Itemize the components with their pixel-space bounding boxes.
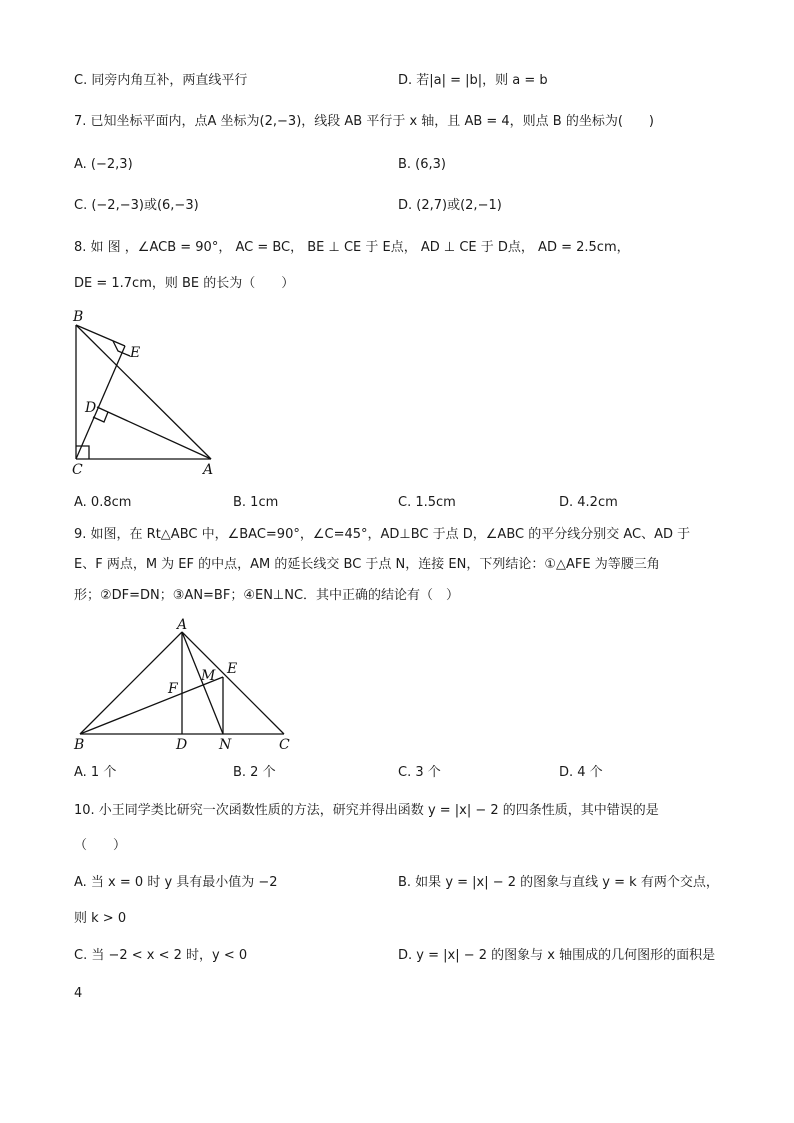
q9-option-d: D. 4 个 [559,765,603,780]
q7-stem: 7. 已知坐标平面内，点A 坐标为(2,−3)，线段 AB 平行于 x 轴，且 AB = 4，则点 B 的坐标为( ) [74,114,655,129]
q8-label-c: C [72,462,83,478]
q9-stem-line1: 9. 如图，在 Rt△ABC 中，∠BAC=90°，∠C=45°，AD⊥BC 于点 D，∠ABC 的平分线分别交 AC、AD 于 [74,527,691,542]
q7-option-b: B. (6,3) [398,157,447,172]
q9-label-n: N [219,737,232,753]
q10-option-d-cont: 4 [74,986,83,1001]
q10-stem-line1: 10. 小王同学类比研究一次函数性质的方法，研究并得出函数 y = |x| − 2 的四条性质，其中错误的是 [74,803,659,818]
q9-seg-ab [80,632,182,734]
q9-option-a: A. 1 个 [74,765,117,780]
q8-label-e: E [130,345,141,361]
q7-option-d: D. (2,7)或(2,−1) [398,198,502,213]
q10-option-a: A. 当 x = 0 时 y 具有最小值为 −2 [74,875,278,890]
q10-stem-line2: （ ） [74,838,127,853]
q8-stem-line1: 8. 如 图 ，∠ACB = 90°， AC = BC， BE ⊥ CE 于 E点， AD ⊥ CE 于 D点， AD = 2.5cm， [74,240,630,255]
q8-option-a: A. 0.8cm [74,495,132,510]
q9-stem-line2: E、F 两点，M 为 EF 的中点，AM 的延长线交 BC 于点 N，连接 EN，下列结论：①△AFE 为等腰三角 [74,557,660,572]
q9-seg-be [80,677,223,734]
q9-label-f: F [168,681,178,697]
q10-option-b-line1: B. 如果 y = |x| − 2 的图象与直线 y = k 有两个交点， [398,875,719,890]
q7-option-a: A. (−2,3) [74,157,133,172]
q10-option-c: C. 当 −2 < x < 2 时，y < 0 [74,948,248,963]
q10-option-b-line2: 则 k > 0 [74,911,127,926]
q9-seg-ac [182,632,284,734]
q9-label-d: D [176,737,188,753]
q8-option-c: C. 1.5cm [398,495,456,510]
q8-label-d: D [85,400,97,416]
q9-stem-line3: 形；②DF=DN；③AN=BF；④EN⊥NC．其中正确的结论有（ ） [74,588,460,603]
q8-option-b: B. 1cm [233,495,279,510]
q6-option-c: C. 同旁内角互补，两直线平行 [74,73,248,88]
q9-option-c: C. 3 个 [398,765,441,780]
q8-option-d: D. 4.2cm [559,495,618,510]
q9-label-m: M [201,668,216,684]
q9-label-e: E [227,661,238,677]
q6-option-d: D. 若|a| = |b|，则 a = b [398,73,548,88]
q8-stem-line2: DE = 1.7cm，则 BE 的长为（ ） [74,276,295,291]
q9-label-a: A [177,617,188,633]
q7-option-c: C. (−2,−3)或(6,−3) [74,198,199,213]
q8-label-b: B [73,309,84,325]
q9-label-c: C [279,737,290,753]
q8-label-a: A [203,462,214,478]
q9-label-b: B [74,737,85,753]
q9-option-b: B. 2 个 [233,765,276,780]
q10-option-d: D. y = |x| − 2 的图象与 x 轴围成的几何图形的面积是 [398,948,716,963]
